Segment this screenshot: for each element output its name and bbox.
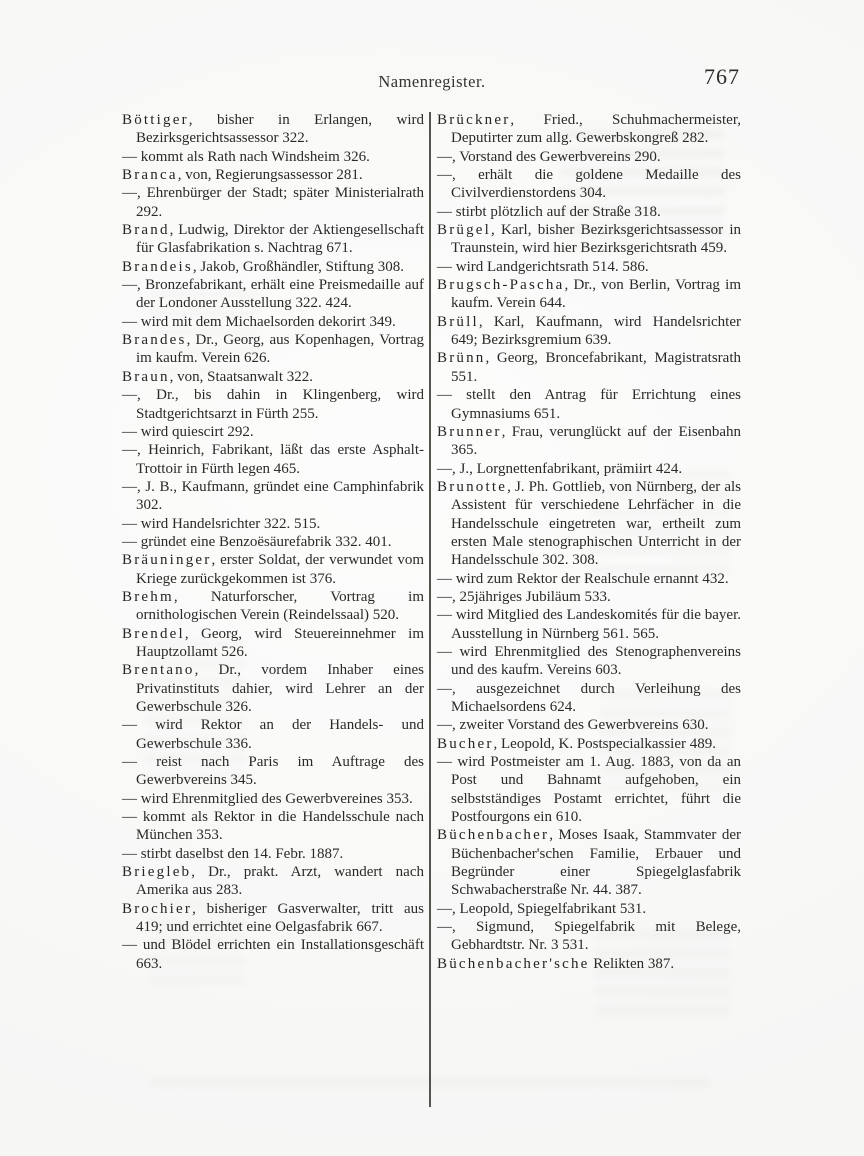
- entry-name: Branca: [122, 167, 178, 184]
- index-entry: [122, 533, 424, 551]
- index-entry: [437, 349, 741, 386]
- entry-text: —, J., Lorgnettenfabrikant, prämiirt 424.: [437, 460, 683, 477]
- entry-text: , Karl, Kaufmann, wird Handelsrichter 649; Bezirksgremium 639.: [451, 313, 741, 349]
- entry-text: , bisheriger Gasverwalter, tritt aus 419; und errichtet eine Oelgasfabrik 667.: [136, 900, 424, 936]
- entry-text: —, Heinrich, Fabrikant, läßt das erste Asphalt-Trottoir in Fürth legen 465.: [122, 442, 424, 477]
- entry-name: Böttiger: [122, 112, 189, 128]
- entry-text: — gründet eine Benzoësäurefabrik 332. 401.: [122, 533, 392, 550]
- entry-name: Braun: [122, 368, 170, 385]
- index-entry: [122, 166, 424, 184]
- entry-text: — stellt den Antrag für Errichtung eines Gymnasiums 651.: [437, 387, 741, 422]
- entry-text: — wird quiescirt 292.: [122, 423, 254, 440]
- index-entry: [437, 423, 741, 460]
- entry-name: Brentano: [122, 662, 195, 679]
- entry-text: —, zweiter Vorstand des Gewerbvereins 630.: [437, 717, 709, 734]
- entry-text: , Georg, wird Steuereinnehmer im Hauptzollamt 526.: [136, 625, 424, 660]
- entry-name: Brandeis: [122, 258, 193, 275]
- entry-text: — wird zum Rektor der Realschule ernannt 432.: [437, 570, 729, 587]
- entry-text: , erster Soldat, der verwundet vom Kriege zurückgekommen ist 376.: [136, 552, 424, 587]
- entry-name: Bucher: [437, 735, 494, 752]
- index-entry: [437, 276, 741, 313]
- index-entry: [437, 680, 741, 717]
- entry-name: Brand: [122, 222, 170, 239]
- index-entry: [122, 551, 424, 588]
- index-entry: [437, 148, 741, 166]
- entry-text: , Jakob, Großhändler, Stiftung 308.: [192, 258, 404, 275]
- entry-text: — stirbt plötzlich auf der Straße 318.: [437, 203, 661, 220]
- entry-text: — wird Ehrenmitglied des Stenographenvereins und des kaufm. Vereins 603.: [437, 643, 741, 679]
- entry-text: —, Sigmund, Spiegelfabrik mit Belege, Gebhardtstr. Nr. 3 531.: [437, 919, 741, 954]
- entry-text: — wird Rektor an der Handels- und Gewerbschule 336.: [122, 717, 424, 752]
- page-number: 767: [704, 64, 740, 89]
- entry-text: — wird mit dem Michaelsorden dekorirt 349.: [122, 313, 396, 330]
- index-entry: [122, 441, 424, 478]
- index-entry: [437, 826, 741, 899]
- index-columns: [122, 111, 741, 973]
- index-entry: [437, 478, 741, 570]
- index-entry: [437, 221, 741, 258]
- index-entry: [122, 716, 424, 753]
- entry-name: Brochier: [122, 900, 193, 917]
- entry-name: Büchenbacher'sche: [437, 955, 590, 972]
- entry-text: — stirbt daselbst den 14. Febr. 1887.: [122, 845, 344, 862]
- index-entry: [437, 111, 741, 148]
- index-entry: [437, 735, 741, 753]
- index-entry: [437, 258, 741, 276]
- entry-text: — kommt als Rektor in die Handelsschule nach München 353.: [122, 809, 424, 844]
- entry-name: Brückner: [437, 112, 511, 128]
- index-entry: [122, 276, 424, 313]
- index-entry: [122, 313, 424, 331]
- entry-text: , von, Staatsanwalt 322.: [169, 368, 313, 385]
- index-entry: [122, 588, 424, 625]
- entry-text: —, Ehrenbürger der Stadt; später Ministerialrath 292.: [122, 185, 424, 220]
- entry-name: Büchenbacher: [437, 827, 550, 844]
- entry-text: , Fried., Schuhmachermeister, Deputirter zum allg. Gewerbskongreß 282.: [451, 112, 741, 147]
- index-entry: [437, 386, 741, 423]
- entry-text: — und Blödel errichten ein Installationsgeschäft 663.: [122, 937, 424, 972]
- index-entry: [122, 331, 424, 368]
- index-entry: [122, 478, 424, 515]
- entry-name: Brüll: [437, 313, 479, 330]
- entry-text: — kommt als Rath nach Windsheim 326.: [122, 148, 370, 165]
- index-entry: [122, 863, 424, 900]
- entry-name: Bräuninger: [122, 552, 212, 569]
- index-entry: [122, 368, 424, 386]
- entry-text: , Moses Isaak, Stammvater der Büchenbacher'schen Familie, Erbauer und Begründer einer Spiegelglasfabrik Schwabacherstraße Nr. 44. 387.: [451, 827, 741, 899]
- entry-text: , Karl, bisher Bezirksgerichtsassessor in Traunstein, wird hier Bezirksgerichtsrath 459.: [451, 222, 741, 257]
- entry-text: , Georg, Broncefabrikant, Magistratsrath 551.: [451, 350, 741, 385]
- index-entry: [437, 753, 741, 826]
- index-entry: [437, 460, 741, 478]
- index-entry: [122, 221, 424, 258]
- index-entry: [437, 606, 741, 643]
- index-entry: [122, 386, 424, 423]
- index-entry: [122, 625, 424, 662]
- entry-text: , von, Regierungsassessor 281.: [177, 167, 363, 184]
- index-entry: [122, 148, 424, 166]
- entry-name: Brehm: [122, 588, 174, 605]
- index-entry: [437, 900, 741, 918]
- entry-text: —, Vorstand des Gewerbvereins 290.: [437, 148, 661, 165]
- index-entry: [437, 203, 741, 221]
- index-entry: [437, 918, 741, 955]
- entry-text: — wird Ehrenmitglied des Gewerbvereines 353.: [122, 790, 413, 807]
- entry-text: , Ludwig, Direktor der Aktiengesellschaft für Glasfabrikation s. Nachtrag 671.: [136, 222, 424, 257]
- entry-text: , J. Ph. Gottlieb, von Nürnberg, der als Assistent für verschiedene Lehrfächer in die Handelsschule eingetreten war, ertheilt zum ersten Male stenographischen Unterricht in der Handelsschule 302. 308.: [451, 478, 741, 569]
- entry-text: — wird Mitglied des Landeskomités für die bayer. Ausstellung in Nürnberg 561. 565.: [437, 607, 741, 642]
- index-entry: [437, 313, 741, 350]
- entry-text: — wird Handelsrichter 322. 515.: [122, 515, 321, 532]
- entry-text: , Dr., Georg, aus Kopenhagen, Vortrag im kaufm. Verein 626.: [136, 332, 424, 367]
- entry-name: Brünn: [437, 350, 486, 367]
- entry-text: — wird Landgerichtsrath 514. 586.: [437, 258, 649, 275]
- entry-text: —, 25jähriges Jubiläum 533.: [437, 588, 611, 605]
- index-entry: [122, 753, 424, 790]
- entry-name: Brugsch-Pascha: [437, 277, 565, 294]
- index-entry: [122, 900, 424, 937]
- running-title: Namenregister.: [378, 72, 486, 91]
- entry-text: , Leopold, K. Postspecialkassier 489.: [493, 735, 716, 752]
- entry-text: Relikten 387.: [589, 955, 675, 972]
- index-entry: [122, 936, 424, 973]
- index-entry: [122, 515, 424, 533]
- index-entry: [437, 716, 741, 734]
- index-entry: [122, 258, 424, 276]
- index-entry: [122, 808, 424, 845]
- index-entry: [122, 661, 424, 716]
- entry-text: —, J. B., Kaufmann, gründet eine Camphinfabrik 302.: [122, 478, 424, 514]
- entry-text: , bisher in Erlangen, wird Bezirksgerichtsassessor 322.: [136, 112, 424, 147]
- index-entry: [437, 166, 741, 203]
- index-entry: [122, 845, 424, 863]
- index-entry: [122, 184, 424, 221]
- entry-name: Brendel: [122, 625, 185, 642]
- entry-text: — reist nach Paris im Auftrage des Gewerbvereins 345.: [122, 754, 424, 789]
- right-column: [437, 111, 741, 973]
- entry-text: —, Leopold, Spiegelfabrikant 531.: [437, 900, 647, 917]
- index-entry: [122, 790, 424, 808]
- left-column: [122, 111, 424, 973]
- entry-text: —, Bronzefabrikant, erhält eine Preismedaille auf der Londoner Ausstellung 322. 424.: [122, 277, 424, 312]
- entry-text: —, ausgezeichnet durch Verleihung des Michaelsordens 624.: [437, 680, 741, 715]
- entry-text: , Naturforscher, Vortrag im ornithologischen Verein (Reindelssaal) 520.: [136, 588, 424, 624]
- entry-text: , Dr., prakt. Arzt, wandert nach Amerika aus 283.: [136, 864, 424, 899]
- index-entry: [437, 955, 741, 973]
- entry-name: Brügel: [437, 222, 492, 239]
- index-entry: [122, 423, 424, 441]
- entry-name: Brunner: [437, 423, 502, 440]
- entry-text: , Dr., vordem Inhaber eines Privatinstituts dahier, wird Lehrer an der Gewerbschule 326.: [136, 662, 424, 715]
- index-entry: [437, 588, 741, 606]
- entry-text: —, erhält die goldene Medaille des Civilverdienstordens 304.: [437, 167, 741, 202]
- index-entry: [437, 643, 741, 680]
- entry-name: Brunotte: [437, 478, 508, 495]
- entry-name: Brandes: [122, 332, 187, 349]
- entry-text: , Frau, verunglückt auf der Eisenbahn 365.: [451, 423, 741, 459]
- entry-text: , Dr., von Berlin, Vortrag im kaufm. Verein 644.: [451, 277, 741, 312]
- index-entry: [122, 111, 424, 148]
- entry-text: —, Dr., bis dahin in Klingenberg, wird Stadtgerichtsarzt in Fürth 255.: [122, 387, 424, 422]
- entry-text: — wird Postmeister am 1. Aug. 1883, von da an Post und Bahnamt aufgehoben, ein selbstständiges Postamt errichtet, führt die Postfourgons ein 610.: [437, 754, 741, 826]
- index-entry: [437, 570, 741, 588]
- entry-name: Briegleb: [122, 864, 192, 881]
